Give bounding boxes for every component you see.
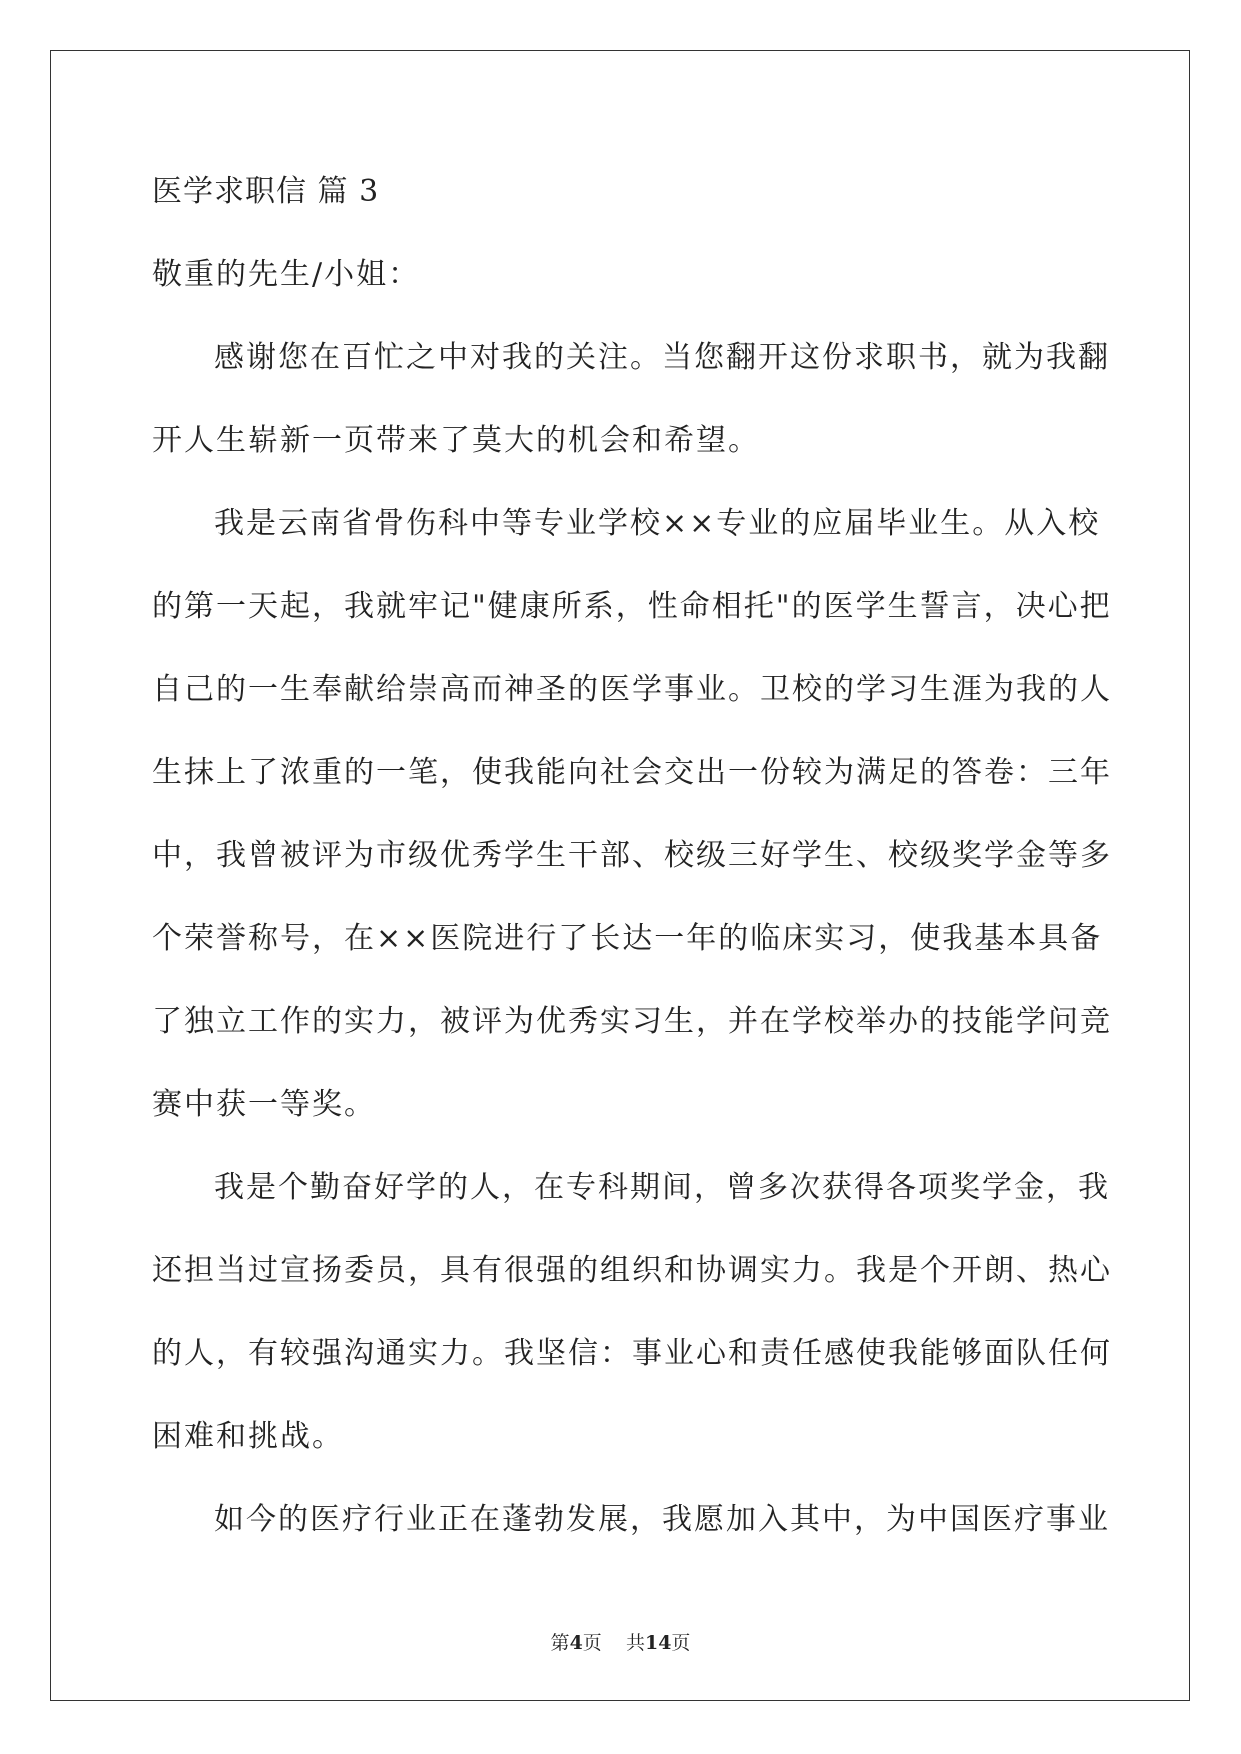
footer-middle: 页 共 (582, 1632, 645, 1654)
paragraph-line: 个荣誉称号，在××医院进行了长达一年的临床实习，使我基本具备 (152, 921, 1103, 956)
paragraph-line: 赛中获一等奖。 (152, 1087, 376, 1122)
current-page-number: 4 (569, 1632, 583, 1654)
footer-prefix: 第 (550, 1632, 570, 1654)
paragraph-1 (152, 316, 1110, 482)
paragraph-line: 困难和挑战。 (152, 1419, 344, 1454)
salutation: 敬重的先生/小姐： (152, 257, 421, 292)
paragraph-line: 我是云南省骨伤科中等专业学校××专业的应届毕业生。从入校 (214, 506, 1101, 541)
document-body (152, 150, 1112, 1561)
total-page-count: 14 (644, 1632, 672, 1654)
paragraph-line: 了独立工作的实力，被评为优秀实习生，并在学校举办的技能学问竞 (152, 1004, 1112, 1039)
paragraph-3 (152, 1146, 1112, 1478)
paragraph-line: 感谢您在百忙之中对我的关注。当您翻开这份求职书，就为我翻 (214, 340, 1110, 375)
paragraph-line: 生抹上了浓重的一笔，使我能向社会交出一份较为满足的答卷：三年 (152, 755, 1112, 790)
document-title: 医学求职信 篇 3 (152, 174, 380, 209)
paragraph-2 (152, 482, 1112, 1146)
paragraph-line: 的第一天起，我就牢记"健康所系，性命相托"的医学生誓言，决心把 (152, 589, 1112, 624)
page-footer (0, 1628, 1241, 1655)
footer-suffix: 页 (671, 1632, 691, 1654)
paragraph-line: 开人生崭新一页带来了莫大的机会和希望。 (152, 423, 760, 458)
paragraph-line: 的人，有较强沟通实力。我坚信：事业心和责任感使我能够面队任何 (152, 1336, 1112, 1371)
paragraph-line: 如今的医疗行业正在蓬勃发展，我愿加入其中，为中国医疗事业 (214, 1502, 1110, 1537)
paragraph-line: 自己的一生奉献给崇高而神圣的医学事业。卫校的学习生涯为我的人 (152, 672, 1112, 707)
paragraph-line: 还担当过宣扬委员，具有很强的组织和协调实力。我是个开朗、热心 (152, 1253, 1112, 1288)
paragraph-line: 中，我曾被评为市级优秀学生干部、校级三好学生、校级奖学金等多 (152, 838, 1112, 873)
paragraph-line: 我是个勤奋好学的人，在专科期间，曾多次获得各项奖学金，我 (214, 1170, 1110, 1205)
paragraph-4 (152, 1478, 1110, 1561)
